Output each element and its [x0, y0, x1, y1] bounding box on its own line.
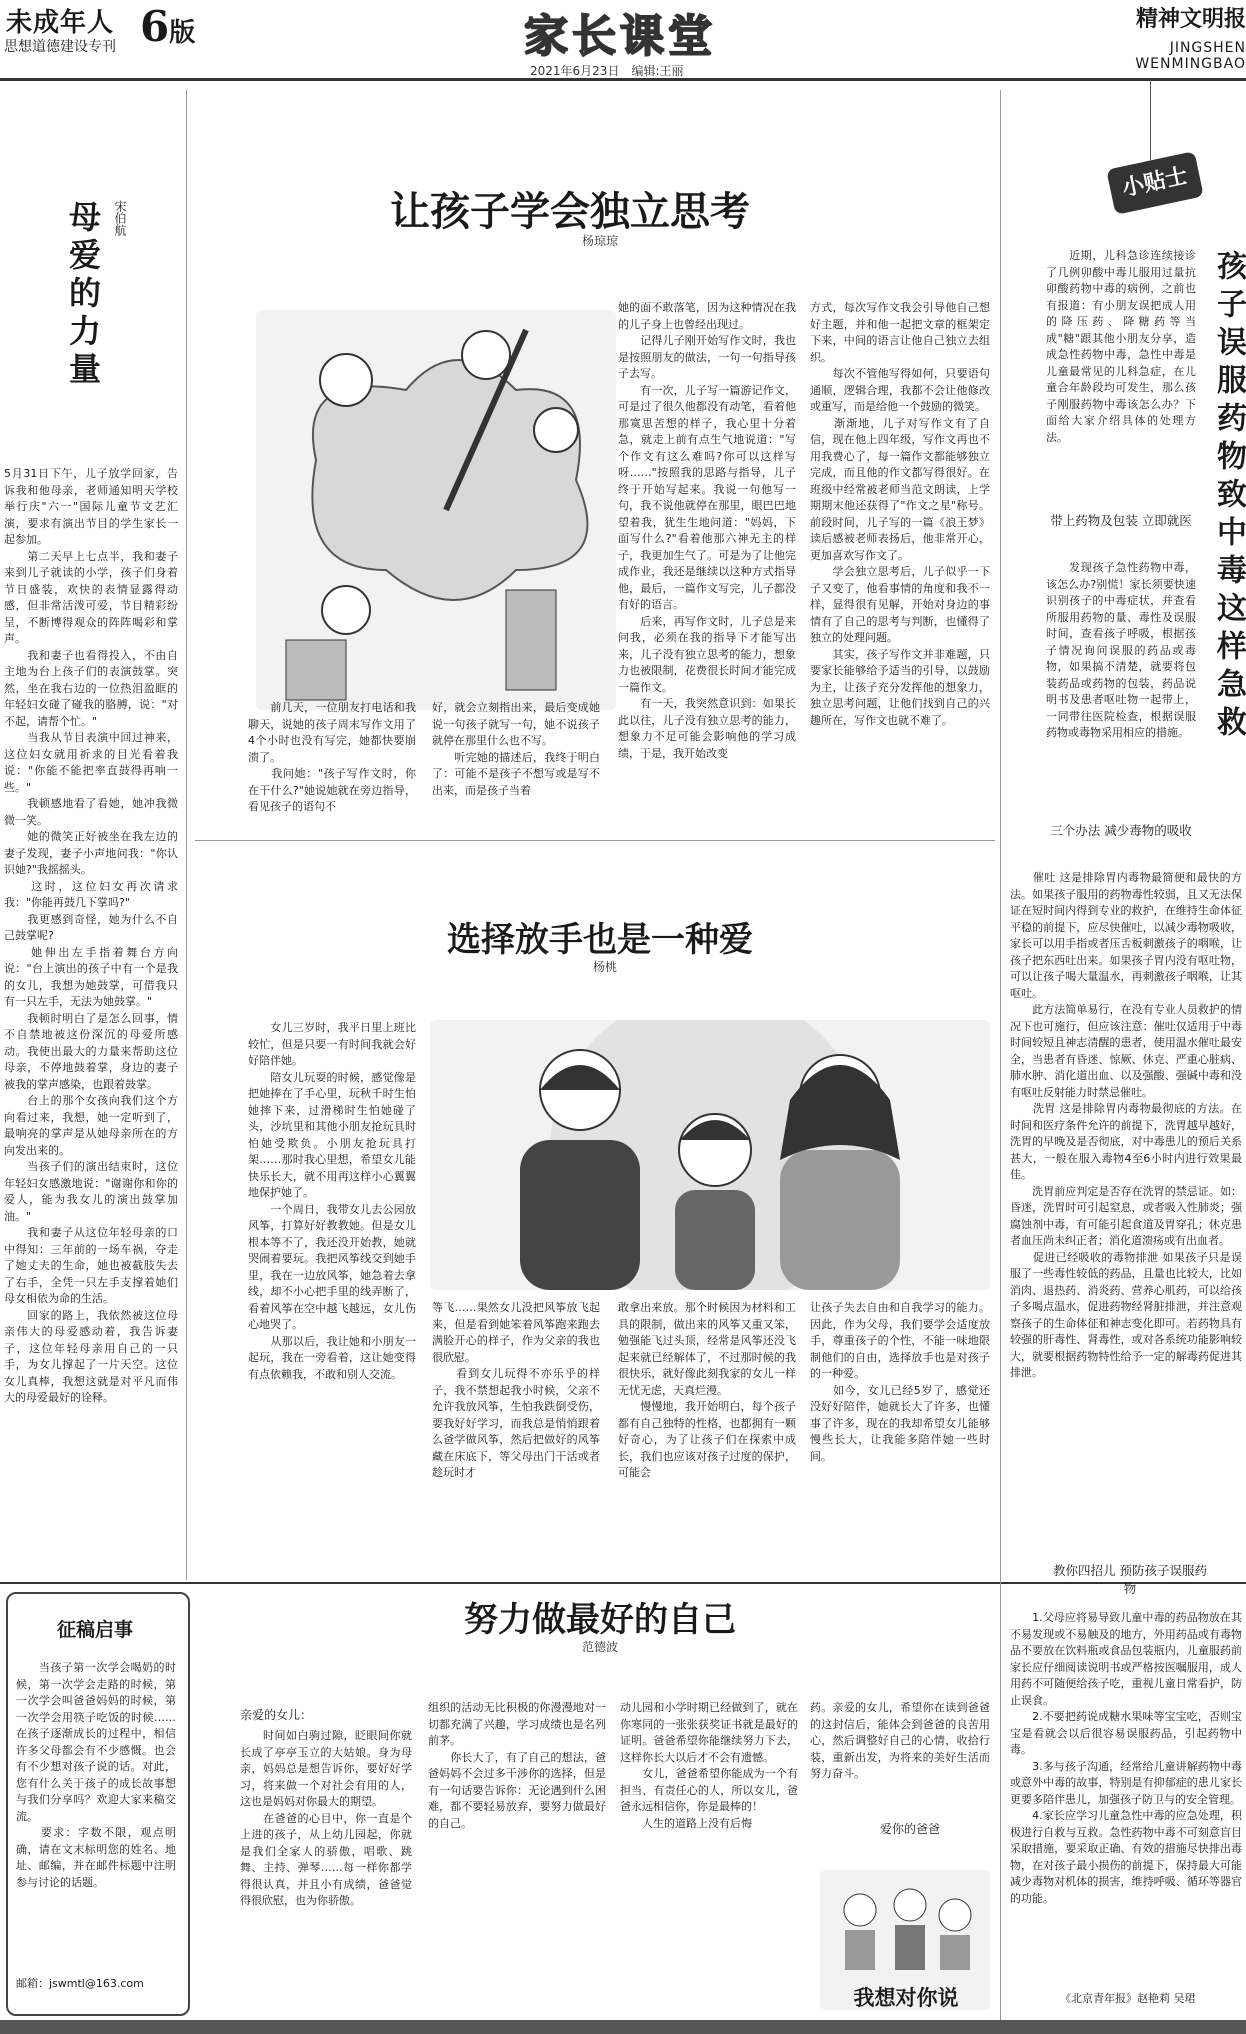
- article2-col4: 让孩子失去自由和自我学习的能力。因此，作为父母，我们要学会适度放手，尊重孩子的个性，不能一味地限制他们的自由，选择放手也是对孩子的一种爱。 如今，女儿已经5岁了，感觉还没好好陪伴，她就长大了许多，也懂事了许多，现在的我却希望女儿能够慢些长大，让我能多陪伴她一些时间。: [810, 1301, 990, 1463]
- article3-column-label: 我想对你说: [853, 1985, 959, 2010]
- call-for-papers-body: 当孩子第一次学会喝奶的时候，第一次学会走路的时候，第一次学会叫爸爸妈妈的时候，第一次学会用筷子吃饭的时候……在孩子逐渐成长的过程中，相信许多父母都会有不少感慨。也会有不少想对孩子说的话。对此，您有什么关于孩子的成长故事想与我们分享吗？欢迎大家来稿交流。 要求：字数不限，观点明确，请在文末标明您的姓名、地址、邮编，并在邮件标题中注明参与讨论的话题。: [16, 1661, 176, 1889]
- sidebar-title: 孩子误服药物致中毒这样急救: [1211, 250, 1246, 744]
- article-divider: [195, 840, 995, 841]
- article2-col2: 等飞……果然女儿没把风筝放飞起来，但是看到她笨着风筝跑来跑去满脸开心的样子，作为父亲的我也很欣慰。 看到女儿玩得不亦乐乎的样子，我不禁想起我小时候，父亲不允许我放风筝，生怕我跌倒受伤，要我好好学习，而我总是悄悄跟着么爸学做风筝，然后把做好的风筝藏在床底下，等父母出门干活或者趁玩时才: [432, 1301, 600, 1479]
- supplement-title: 未成年人: [6, 8, 115, 38]
- call-for-papers-title: 征稿启事: [56, 1619, 133, 1641]
- sidebar-divider: [1000, 90, 1001, 2020]
- article1-col2: 好，就会立刻指出来，最后变成她说一句孩子就写一句，她不说孩子就停在那里什么也不写。 听完她的描述后，我终于明白了：可能不是孩子不想写或是写不出来，而是孩子当着: [432, 701, 600, 797]
- sidebar-section-2: 催吐 这是排除胃内毒物最简便和最快的方法。如果孩子服用的药物毒性较弱，且又无法保证在短时间内得到专业的救护，在维持生命体征平稳的前提下，应尽快催吐，以减少毒物吸收，家长可以用手指或者压舌板刺激孩子的咽喉，让孩子把东西吐出来。如果孩子胃内没有呕吐物，可以让孩子喝大量温水，再刺激孩子咽喉，让其呕吐。 此方法简单易行，在没有专业人员救护的情况下也可施行，但应该注意：催吐仅适用于中毒时间较短且神志清醒的患者，使用温水催吐最安全，当患者有昏迷、惊厥、休克、严重心脏病、肺水肿、消化道出血、以及强酸、强碱中毒和没有呕吐反射能力时禁忌催吐。 洗胃 这是排除胃内毒物最彻底的方法。在时间和医疗条件允许的前提下，洗胃越早越好，洗胃的早晚及是否彻底，对中毒患儿的预后关系甚大，一般在服入毒物4至6小时内进行效果最佳。 洗胃前应判定是否存在洗胃的禁忌证。如：昏迷，洗胃时可引起窒息，或者吸入性肺炎；强腐蚀剂中毒，有可能引起食道及胃穿孔；休克患者血压尚未纠正者；消化道溃疡或有出血者。 促进已经吸收的毒物排泄 如果孩子只是误服了一些毒性较低的药品，且量也比较大，比如消肉、退热药、消炎药、营养心肌药，可以给孩子多喝点温水，促进药物经肾脏排泄，并注意观察孩子的生命体征和神志变化即可。若药物具有较强的肝毒性、肾毒性，或对各系统功能影响较大，就要根据药物特性给予一定的解毒药促进其排泄。: [1010, 871, 1242, 1379]
- article3-col4: 药。亲爱的女儿，希望你在读到爸爸的这封信后，能体会到爸爸的良苦用心，然后调整好自己的心情，收拾行装，重新出发，为将来的美好生活而努力奋斗。: [810, 1701, 990, 1780]
- article2-col3: 敢拿出来放。那个时候因为材料和工具的限制，做出来的风筝又重又笨，勉强能飞过头顶，经常是风筝还没飞起来就已经解体了，不过那时候的我很快乐，就好像此刻我家的女儿一样无忧无虑，天真烂漫。 慢慢地，我开始明白，每个孩子都有自己独特的性格，也都拥有一颗好奇心，为了让孩子们在探索中成长，我们也应该对孩子过度的保护，可能会: [618, 1301, 796, 1479]
- article2-author: 杨桃: [592, 960, 617, 974]
- sidebar-subhead-3: 教你四招儿 预防孩子误服药物: [1053, 1563, 1207, 1596]
- call-for-papers-email: 邮箱：jswmtl@163.com: [16, 1977, 144, 1990]
- sidebar-intro: 近期，儿科急诊连续接诊了几例卯酸中毒儿服用过量抗卯酸药物中毒的病例，之前也有报道：有小朋友误把成人用的降压药、降糖药等当成"糖"跟其他小朋友分享，造成急性药物中毒，急性中毒是儿童最常见的儿科急症，在儿童合年龄段均可发生，那么孩子刚服药物中毒该怎么办？下面给大家介绍具体的处理方法。: [1046, 249, 1196, 444]
- date-editor: 2021年6月23日 编辑:王丽: [530, 64, 684, 78]
- badge-string: [1150, 80, 1151, 160]
- article3-signature: 爱你的爸爸: [880, 1822, 941, 1836]
- sidebar-subhead-2: 三个办法 减少毒物的吸收: [1050, 823, 1192, 838]
- left-article-body: 5月31日下午，儿子放学回家，告诉我和他母亲，老师通知明天学校举行庆"六一"国际儿童节文艺汇演，要求有演出节目的学生家长一起参加。 第二天早上七点半，我和妻子来到儿子就读的小学，孩子们身着节日盛装，欢快的表情显露得动感，但非常活泼可爱，节目精彩纷呈，不断博得观众的阵阵喝彩和掌声。 我和妻子也看得投入，不由自主地为台上孩子们的表演鼓掌。突然，坐在我右边的一位热泪盈眶的年轻妇女碰了碰我的胳膊，说："对不起，请帮个忙。" 当我从节目表演中回过神来，这位妇女就用祈求的目光看着我说："你能不能把率直鼓得再响一些。" 我顿感地看了看她，她冲我微微一笑。 她的微笑正好被坐在我左边的妻子发现，妻子小声地问我："你认识她?"我摇摇头。 这时，这位妇女再次请求我："你能再鼓几下掌吗?" 我更感到奇怪，她为什么不自己鼓掌呢? 她伸出左手指着舞台方向说："台上演出的孩子中有一个是我的女儿，我想为她鼓掌，可借我只有一只左手，无法为她鼓掌。" 我顿时明白了是怎么回事，情不自禁地被这份深沉的母爱所感动。我使出最大的力量来帮助这位母亲，不停地鼓着掌，身边的妻子被我的掌声感染，也跟着鼓掌。 台上的那个女孩向我们这个方向看过来，我想，她一定听到了，最响亮的掌声是从她母亲所在的方向发出来的。 当孩子们的演出结束时，这位年轻妇女感激地说："谢谢你和你的爱人，能为我女儿的演出鼓掌加油。" 我和妻子从这位年轻母亲的口中得知：三年前的一场车祸，夺走了她丈夫的生命，她也被截肢失去了右手，全凭一只左手支撑着她们母女相依为命的生活。 回家的路上，我依然被这位母亲伟大的母爱感动着，我告诉妻子，这位年轻母亲用自己的一只手，为女儿撑起了一片天空。这位女儿真棒，我想这就是对平凡而伟大的母爱最好的诠释。: [4, 467, 178, 1404]
- section-title: 家长课堂: [524, 11, 716, 62]
- sidebar-subhead-1: 带上药物及包装 立即就医: [1050, 513, 1192, 528]
- sidebar-section-1: 发现孩子急性药物中毒，该怎么办?别慌！家长须要快速识别孩子的中毒症状，并查看所服用药物的量、毒性及误服时间，查看孩子呼吸，根据孩子情况询问误服的药品或毒物，如果搞不清楚，就要将包装药品或药物的包装，药品说明书及患者呕吐物一起带上，一同带往医院检查，根据误服药物或毒物采用相应的措施。: [1046, 561, 1196, 739]
- left-article-author: 宋伯航: [113, 200, 127, 236]
- article3-title: 努力做最好的自己: [464, 1600, 736, 1640]
- left-article-title: 母爱的力量: [64, 200, 102, 390]
- article1-col3: 她的面不敢落笔，因为这种情况在我的儿子身上也曾经出现过。 记得儿子刚开始写作文时，我也是按照朋友的做法，一句一句指导孩子去写。 有一次，儿子写一篇游记作文，可是过了很久他都没有动笔，看着他那寞思苦想的样子，我心里十分着急，就走上前有点生气地说道："写个作文有这么难吗?你可以这样写呀……"按照我的思路与指导，儿子终于开始写起来。我说一句他写一句，我不说他就停在那里，眼巴巴地望着我，犹生生地问道："妈妈，下面写什么?"看着他那六神无主的样子，我更加生气了。可是为了让他完成作业，我还是继续以这种方式指导他，最后，一篇作文写完，儿子都没有好的语言。 后来，再写作文时，儿子总是来问我，必须在我的指导下才能写出来，儿子没有独立思考的能力，想象力也被限制，花费很长时间才能完成一篇作文。 有一天，我突然意识到：如果长此以往，儿子没有独立思考的能力，想象力不足可能会影响他的学习成绩，于是，我开始改变: [618, 301, 796, 760]
- page-number: [140, 2, 195, 51]
- footer-bar: [0, 2020, 1246, 2034]
- paper-pinyin: JINGSHEN WENMINGBAO: [1135, 40, 1246, 72]
- family-portrait-illustration: [430, 1020, 990, 1290]
- page-suffix: 版: [169, 18, 196, 48]
- article3-author: 范德波: [581, 1640, 618, 1654]
- page-number-value: 6: [140, 2, 170, 51]
- article1-illustration: [256, 310, 616, 710]
- header-rule: [0, 78, 1246, 81]
- article2-illustration: [430, 1020, 990, 1290]
- sidebar-section-3: 1.父母应将易导致儿童中毒的药品物放在其不易发现或不易触及的地方，外用药品或有毒物品不要放在饮料瓶或食品包装瓶内，儿童服药前家长应仔细阅读说明书或严格按医嘱服用，成人用药不可随便给孩子吃，重视儿童日常看护，防止误食。 2.不要把药说成糖水果味等宝宝吃，否则宝宝是看就会以后很容易误服药品，引起药物中毒。 3.多与孩子沟通，经常给儿童讲解药物中毒或意外中毒的故事，特别是有抑郁症的患儿家长更要多陪伴患儿，加强孩子防卫与的安全管理。 4.家长应学习儿童急性中毒的应急处理，积极进行自救与互救。急性药物中毒不可刻意盲目采取措施，要采取正确、有效的措施尽快排出毒物，在对孩子最小损伤的前提下，保持最大可能减少毒物对机体的损害，维持呼吸、循环等器官的功能。: [1010, 1611, 1242, 1905]
- column-divider: [186, 90, 187, 1580]
- article2-col1: 女儿三岁时，我平日里上班比较忙，但是只要一有时间我就会好好陪伴她。 陪女儿玩耍的时候，感觉像是把她捧在了手心里，玩秋千时生怕她摔下来，过滑梯时生怕她碰了头，沙坑里和其他小朋友抢玩具时怕她受欺负。小朋友抢玩具打架……那时我心里想，希望女儿能快乐长大，就不用再这样小心翼翼地保护她了。 一个周日，我带女儿去公园放风筝，打算好好教教她。但是女儿根本等不了，我还没开始教，她就哭闹着要玩。我把风筝线交到她手里，我在一边放风筝，她急着去拿线，却不小心把手里的线弄断了，看着风筝在空中越飞越远，女儿伤心地哭了。 从那以后，我让她和小朋友一起玩，我在一旁看着，这让她变得有点依赖我，不敢和别人交流。: [248, 1021, 416, 1381]
- article1-col4: 方式，每次写作文我会引导他自己想好主题，并和他一起把文章的框架定下来，中间的语言让他自己独立去组织。 每次不管他写得如何，只要语句通顺，逻辑合理，我都不会让他修改或重写，而是给他一个鼓励的微笑。 渐渐地，儿子对写作文有了自信，现在他上四年级，写作文再也不用我费心了，每一篇作文都能够独立完成，而且他的作文都写得很好。在班级中经常被老师当范文朗读，上学期期末他还获得了"作文之星"称号。前段时间，儿子写的一篇《浪王梦》读后感被老师表扬后，他非常开心，更加喜欢写作文了。 学会独立思考后，儿子似乎一下子又变了，他看事情的角度和我不一样，显得很有见解，开始对身边的事情有了自己的思考与判断，也懂得了独立的处理问题。 其实，孩子写作文并非难题，只要家长能够给予适当的引导，以鼓励为主，让孩子充分发挥他的想象力，独立思考问题，让他们找到自己的兴趣所在，写作文也就不难了。: [810, 301, 990, 727]
- article3-col2: 组织的活动无比积极的你漫漫地对一切都充满了兴趣，学习成绩也是名列前茅。 你长大了，有了自己的想法，爸爸妈妈不会过多干涉你的选择，但是有一句话要告诉你：无论遇到什么困难，都不要轻易放弃，要努力做最好的自己。: [428, 1701, 606, 1830]
- article3-salutation: 亲爱的女儿：: [240, 1708, 313, 1722]
- article3-col3: 动儿园和小学时期已经做到了，就在你寒同的一张张获奖证书就是最好的证明。爸爸希望你能继续努力下去，这样你长大以后才不会有遗憾。 女儿，爸爸希望你能成为一个有担当、有责任心的人，所以女儿，爸爸永远相信你，你是最棒的！ 人生的道路上没有后悔: [620, 1701, 798, 1830]
- supplement-subtitle: 思想道德建设专刊: [4, 39, 116, 55]
- article1-author: 杨琼琼: [581, 234, 618, 248]
- tips-badge: 小贴士: [1106, 151, 1204, 215]
- article2-title: 选择放手也是一种爱: [447, 920, 753, 960]
- article1-title: 让孩子学会独立思考: [390, 188, 750, 235]
- children-painting-illustration: [256, 310, 616, 710]
- sidebar-source: 《北京青年报》赵艳莉 吴珺: [1060, 1992, 1196, 2005]
- article1-col1: 前几天，一位朋友打电话和我聊天，说她的孩子周末写作文用了4个小时也没有写完，她都快要崩溃了。 我问她："孩子写作文时，你在干什么?"她说她就在旁边指导，看见孩子的语句不: [248, 701, 416, 813]
- paper-name: 精神文明报: [1135, 6, 1246, 32]
- article3-col1: 时间如白驹过隙，眨眼间你就长成了亭亭玉立的大姑娘。身为母亲，妈妈总是想告诉你，要好好学习，将来做一个对社会有用的人，这也是妈妈对你最大的期望。 在爸爸的心目中，你一直是个上进的孩子，从上幼儿园起，你就是我们全家人的骄傲，唱歌、跳舞、主持、弹琴……每一样你都学得很认真，并且小有成绩，爸爸觉得很欣慰，也为你骄傲。: [240, 1729, 412, 1907]
